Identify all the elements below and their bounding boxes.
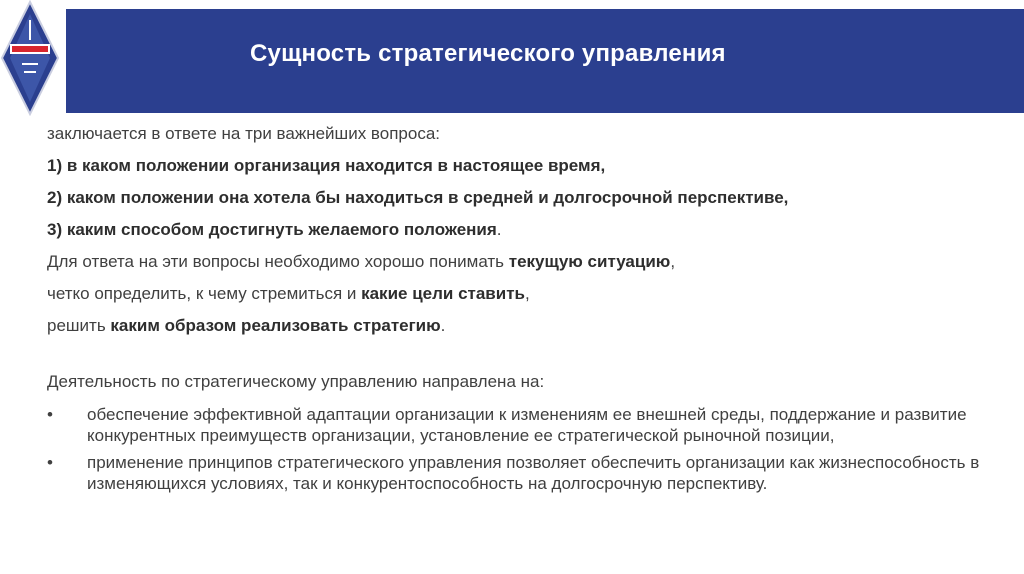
university-emblem-icon <box>0 0 60 116</box>
paragraph-2-end: , <box>524 284 530 303</box>
bullet-icon: • <box>47 453 53 472</box>
paragraph-1-text: Для ответа на эти вопросы необходимо хорошо понимать <box>47 252 509 271</box>
list-item <box>47 452 1007 494</box>
slide-header <box>0 0 1024 116</box>
bullet-text: применение принципов стратегического управления позволяет обеспечить организации как жизнеспособность в изменяющихся условиях, так и конкурентоспособность на долгосрочную перспективу. <box>87 453 980 493</box>
paragraph-2-bold: какие цели ставить <box>361 284 525 303</box>
paragraph-1-bold: текущую ситуацию <box>508 252 671 271</box>
slide-content <box>47 118 1007 494</box>
question-2: 2) каком положении она хотела бы находиться в средней и долгосрочной перспективе, <box>47 188 789 207</box>
paragraph-3-text: решить <box>47 316 111 335</box>
intro-text: заключается в ответе на три важнейших вопроса: <box>47 124 441 143</box>
question-3 <box>47 214 1007 246</box>
bullet-list <box>47 404 1007 494</box>
paragraph-1-end: , <box>670 252 676 271</box>
bullet-text: обеспечение эффективной адаптации организации к изменениям ее внешней среды, поддержание и развитие конкурентных преимуществ организации, установление ее стратегической рыночной позиции, <box>87 405 967 445</box>
question-1: 1) в каком положении организация находится в настоящее время, <box>47 156 606 175</box>
paragraph-2-text: четко определить, к чему стремиться и <box>47 284 362 303</box>
paragraph-3 <box>47 310 1007 342</box>
list-item <box>47 404 1007 446</box>
question-3-end: . <box>496 220 502 239</box>
bullet-icon: • <box>47 405 53 424</box>
slide-title: Сущность стратегического управления <box>250 40 726 67</box>
paragraph-3-end: . <box>440 316 446 335</box>
question-3-text: 3) каким способом достигнуть желаемого положения <box>47 220 497 239</box>
paragraph-1 <box>47 246 1007 278</box>
section-title: Деятельность по стратегическому управлению направлена на: <box>47 372 545 391</box>
spacer <box>47 342 1007 366</box>
paragraph-2 <box>47 278 1007 310</box>
paragraph-3-bold: каким образом реализовать стратегию <box>110 316 441 335</box>
